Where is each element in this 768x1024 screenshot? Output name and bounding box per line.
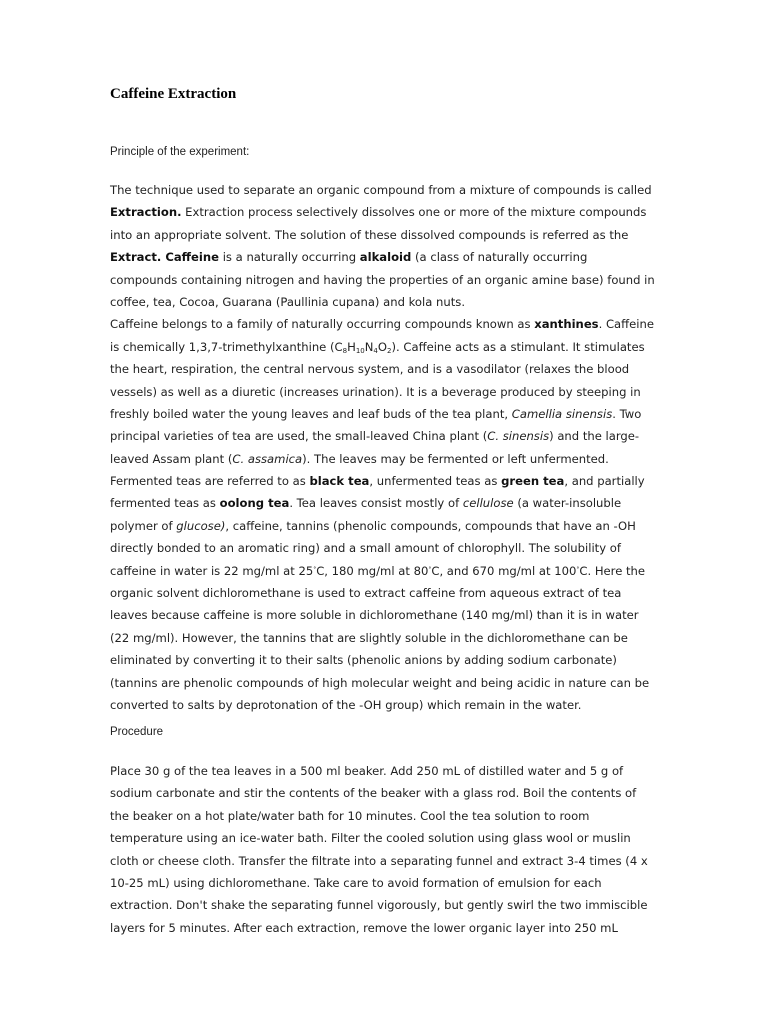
procedure-line: Place 30 g of the tea leaves in a 500 ml beaker. Add 250 mL of distilled water and 5 g of xyxy=(110,764,624,778)
text-run: into an appropriate solvent. The solution of these dissolved compounds is referred as the xyxy=(110,227,629,242)
text-run: ° xyxy=(313,565,317,573)
text-run: , caffeine, tannins (phenolic compounds, compounds that have an -OH xyxy=(225,518,636,533)
text-run: compounds containing nitrogen and having the properties of an organic amine base) found in xyxy=(110,272,655,287)
text-run: O xyxy=(377,339,388,354)
text-run: 10 xyxy=(355,346,365,355)
text-run: converted to salts by deprotonation of the -OH group) which remain in the water. xyxy=(110,697,582,712)
text-run: green tea xyxy=(501,474,565,489)
procedure-line: extraction. Don't shake the separating funnel vigorously, but gently swirl the two immiscible xyxy=(110,898,648,913)
principle-heading: Principle of the experiment: xyxy=(110,146,250,158)
principle-line xyxy=(110,470,670,492)
principle-line xyxy=(110,582,670,604)
text-run: principal varieties of tea are used, the small-leaved China plant ( xyxy=(110,429,488,444)
text-run: is chemically 1,3,7-trimethylxanthine (C xyxy=(110,339,343,354)
procedure-line: layers for 5 minutes. After each extraction, remove the lower organic layer into 250 mL xyxy=(110,920,618,935)
text-run: ° xyxy=(428,565,432,573)
text-run: , and partially xyxy=(564,474,645,489)
text-run: directly bonded to an aromatic ring) and a small amount of chlorophyll. The solubility of xyxy=(110,541,621,556)
text-run: oolong tea xyxy=(219,496,290,511)
text-run: organic solvent dichloromethane is used to extract caffeine from aqueous extract of tea xyxy=(110,586,622,601)
text-run: polymer of xyxy=(110,518,177,533)
text-run: , unfermented teas as xyxy=(369,474,502,489)
text-run: . Tea leaves consist mostly of xyxy=(289,496,463,511)
principle-line xyxy=(110,492,670,514)
procedure-line: the beaker on a hot plate/water bath for 10 minutes. Cool the tea solution to room xyxy=(110,808,590,823)
text-run: H xyxy=(347,339,356,354)
principle-line xyxy=(110,448,670,470)
text-run: 8 xyxy=(342,346,348,355)
principle-line xyxy=(110,246,670,268)
principle-line xyxy=(110,694,670,716)
text-run: Extraction process selectively dissolves one or more of the mixture compounds xyxy=(181,205,647,220)
procedure-line: 10-25 mL) using dichloromethane. Take care to avoid formation of emulsion for each xyxy=(110,875,602,890)
text-run: ). Caffeine acts as a stimulant. It stimulates xyxy=(391,339,645,354)
principle-line xyxy=(110,179,670,201)
principle-paragraph xyxy=(110,179,670,716)
procedure-heading: Procedure xyxy=(110,726,164,738)
text-run: glucose) xyxy=(176,518,226,533)
principle-line xyxy=(110,515,670,537)
principle-line xyxy=(110,425,670,447)
procedure-paragraph xyxy=(110,760,670,939)
text-run: cellulose xyxy=(462,496,514,511)
principle-line xyxy=(110,269,670,291)
principle-line xyxy=(110,672,670,694)
text-run: coffee, tea, Cocoa, Guarana (Paullinia cupana) and kola nuts. xyxy=(110,294,466,309)
text-run: eliminated by converting it to their salts (phenolic anions by adding sodium carbonate) xyxy=(110,653,617,668)
text-run: (a class of naturally occurring xyxy=(411,250,588,265)
document-title: Caffeine Extraction xyxy=(110,86,237,102)
principle-line xyxy=(110,537,670,559)
text-run: Extraction. xyxy=(110,205,182,220)
text-run: . Two xyxy=(612,406,642,421)
text-run: C. sinensis xyxy=(487,429,550,444)
text-run: 4 xyxy=(373,346,378,355)
principle-line xyxy=(110,291,670,313)
text-run: C. Here the xyxy=(579,563,646,578)
principle-line xyxy=(110,358,670,380)
text-run: (a water-insoluble xyxy=(513,496,622,511)
principle-line xyxy=(110,627,670,649)
text-run: caffeine in water is 22 mg/ml at 25 xyxy=(110,563,314,578)
procedure-line: cloth or cheese cloth. Transfer the filtrate into a separating funnel and extract 3-4 times (4 x xyxy=(110,853,648,868)
principle-line xyxy=(110,201,670,223)
text-run: . Caffeine xyxy=(598,317,654,332)
principle-line xyxy=(110,381,670,403)
principle-line xyxy=(110,403,670,425)
procedure-line: sodium carbonate and stir the contents of the beaker with a glass rod. Boil the contents of xyxy=(110,786,637,801)
text-run: leaved Assam plant ( xyxy=(110,451,233,466)
text-run: Caffeine belongs to a family of naturally occurring compounds known as xyxy=(110,317,535,332)
text-run: leaves because caffeine is more soluble in dichloromethane (140 mg/ml) than it is in water xyxy=(110,608,639,623)
text-run: The technique used to separate an organic compound from a mixture of compounds is called xyxy=(110,183,652,197)
text-run: (tannins are phenolic compounds of high molecular weight and being acidic in nature can be xyxy=(110,675,650,690)
text-run: C. assamica xyxy=(232,451,303,466)
principle-line xyxy=(110,604,670,626)
text-run: Fermented teas are referred to as xyxy=(110,474,310,489)
principle-line xyxy=(110,313,670,335)
text-run: N xyxy=(364,339,374,354)
text-run: is a naturally occurring xyxy=(219,250,360,265)
procedure-line: temperature using an ice-water bath. Filter the cooled solution using glass wool or muslin xyxy=(110,831,631,846)
text-run: the heart, respiration, the central nervous system, and is a vasodilator (relaxes the blood xyxy=(110,362,630,377)
text-run: 2 xyxy=(387,346,392,355)
principle-line xyxy=(110,224,670,246)
principle-line xyxy=(110,560,670,582)
text-run: freshly boiled water the young leaves and leaf buds of the tea plant, xyxy=(110,406,512,421)
principle-line xyxy=(110,649,670,671)
text-run: vessels) as well as a diuretic (increases urination). It is a beverage produced by steeping in xyxy=(110,384,641,399)
text-run: Camellia sinensis xyxy=(511,406,613,421)
text-run: xanthines xyxy=(534,317,599,332)
text-run: C, 180 mg/ml at 80 xyxy=(316,563,429,578)
text-run: C, and 670 mg/ml at 100 xyxy=(431,563,577,578)
text-run: ° xyxy=(576,565,580,573)
text-run: Extract. Caffeine xyxy=(110,250,220,265)
text-run: alkaloid xyxy=(359,250,412,265)
text-run: (22 mg/ml). However, the tannins that are slightly soluble in the dichloromethane can be xyxy=(110,630,628,645)
text-run: black tea xyxy=(309,474,370,489)
text-run: fermented teas as xyxy=(110,496,220,511)
text-run: ) and the large- xyxy=(549,429,640,444)
principle-line xyxy=(110,336,670,358)
text-run: ). The leaves may be fermented or left unfermented. xyxy=(302,451,609,466)
